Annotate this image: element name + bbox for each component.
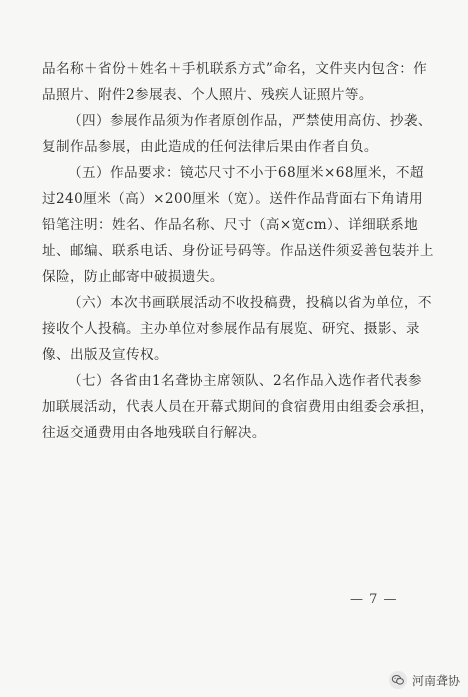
text-line: 像、出版及宣传权。	[42, 347, 168, 363]
text-line: 复制作品参展，由此造成的任何法律后果由作者自负。	[42, 139, 378, 155]
text-line: （六）本次书画联展活动不收投稿费，投稿以省为单位，不	[68, 295, 432, 311]
text-line: 品名称＋省份＋姓名＋手机联系方式”命名，文件夹内包含：作	[42, 61, 428, 77]
text-line: 保险，防止邮寄中破损遗失。	[42, 269, 224, 285]
paragraph-item-4	[42, 108, 432, 160]
watermark[interactable]	[389, 671, 460, 689]
wechat-icon	[389, 671, 407, 689]
text-line: 过240厘米（高）×200厘米（宽）。送件作品背面右下角请用	[42, 191, 424, 207]
text-line: （五）作品要求：镜芯尺寸不小于68厘米×68厘米，不超	[68, 165, 424, 181]
paragraph-item-7	[42, 368, 432, 446]
text-line: 加联展活动，代表人员在开幕式期间的食宿费用由组委会承担，	[42, 399, 434, 415]
text-line: 接收个人投稿。主办单位对参展作品有展览、研究、摄影、录	[42, 321, 420, 337]
text-line: （七）各省由1名聋协主席领队、2名作品入选作者代表参	[68, 373, 422, 389]
paragraph-item-6	[42, 290, 432, 368]
paragraph-continuation	[42, 56, 432, 108]
text-line: 往返交通费用由各地残联自行解决。	[42, 425, 266, 441]
text-line: 址、邮编、联系电话、身份证号码等。作品送件须妥善包装并上	[42, 243, 434, 259]
text-line: 品照片、附件2参展表、个人照片、残疾人证照片等。	[42, 87, 373, 103]
text-line: （四）参展作品须为作者原创作品，严禁使用高仿、抄袭、	[68, 113, 432, 129]
watermark-text: 河南聋协	[411, 673, 460, 688]
text-line: 铅笔注明：姓名、作品名称、尺寸（高×宽cm）、详细联系地	[42, 217, 419, 233]
page-number: — 7 —	[350, 592, 398, 607]
paragraph-item-5	[42, 160, 432, 290]
